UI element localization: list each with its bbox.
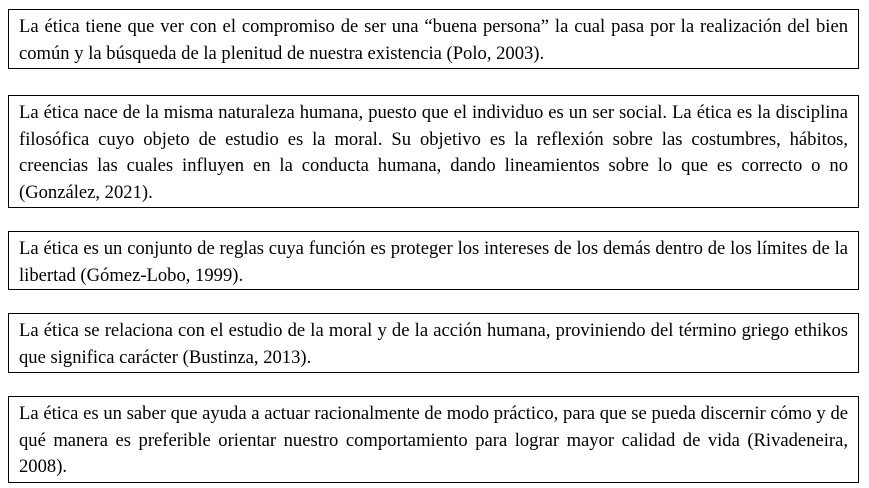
definition-box-rivadeneira bbox=[8, 396, 859, 483]
definition-box-gonzalez bbox=[8, 95, 859, 208]
definition-box-gomez-lobo bbox=[8, 231, 859, 290]
definition-text: La ética nace de la misma naturaleza humana, puesto que el individuo es un ser social. La ética es la disciplina filosófica cuyo objeto de estudio es la moral. Su objetivo es la reflexión sobre las costumbres, hábitos, creencias las cuales influyen en la conducta humana, dando lineamientos sobre lo que es correcto o no (González, 2021). bbox=[19, 102, 848, 203]
definition-text: La ética se relaciona con el estudio de la moral y de la acción humana, proviniendo del término griego ethikos que significa carácter (Bustinza, 2013). bbox=[19, 320, 848, 368]
definition-box-bustinza bbox=[8, 313, 859, 373]
definition-text: La ética es un conjunto de reglas cuya función es proteger los intereses de los demás dentro de los límites de la libertad (Gómez-Lobo, 1999). bbox=[19, 238, 848, 286]
definition-box-polo bbox=[8, 9, 859, 69]
definition-text: La ética es un saber que ayuda a actuar racionalmente de modo práctico, para que se pueda discernir cómo y de qué manera es preferible orientar nuestro comportamiento para lograr mayor calidad de vida (Rivadeneira, 2008). bbox=[19, 403, 848, 477]
definition-text: La ética tiene que ver con el compromiso de ser una “buena persona” la cual pasa por la realización del bien común y la búsqueda de la plenitud de nuestra existencia (Polo, 2003). bbox=[19, 16, 848, 64]
